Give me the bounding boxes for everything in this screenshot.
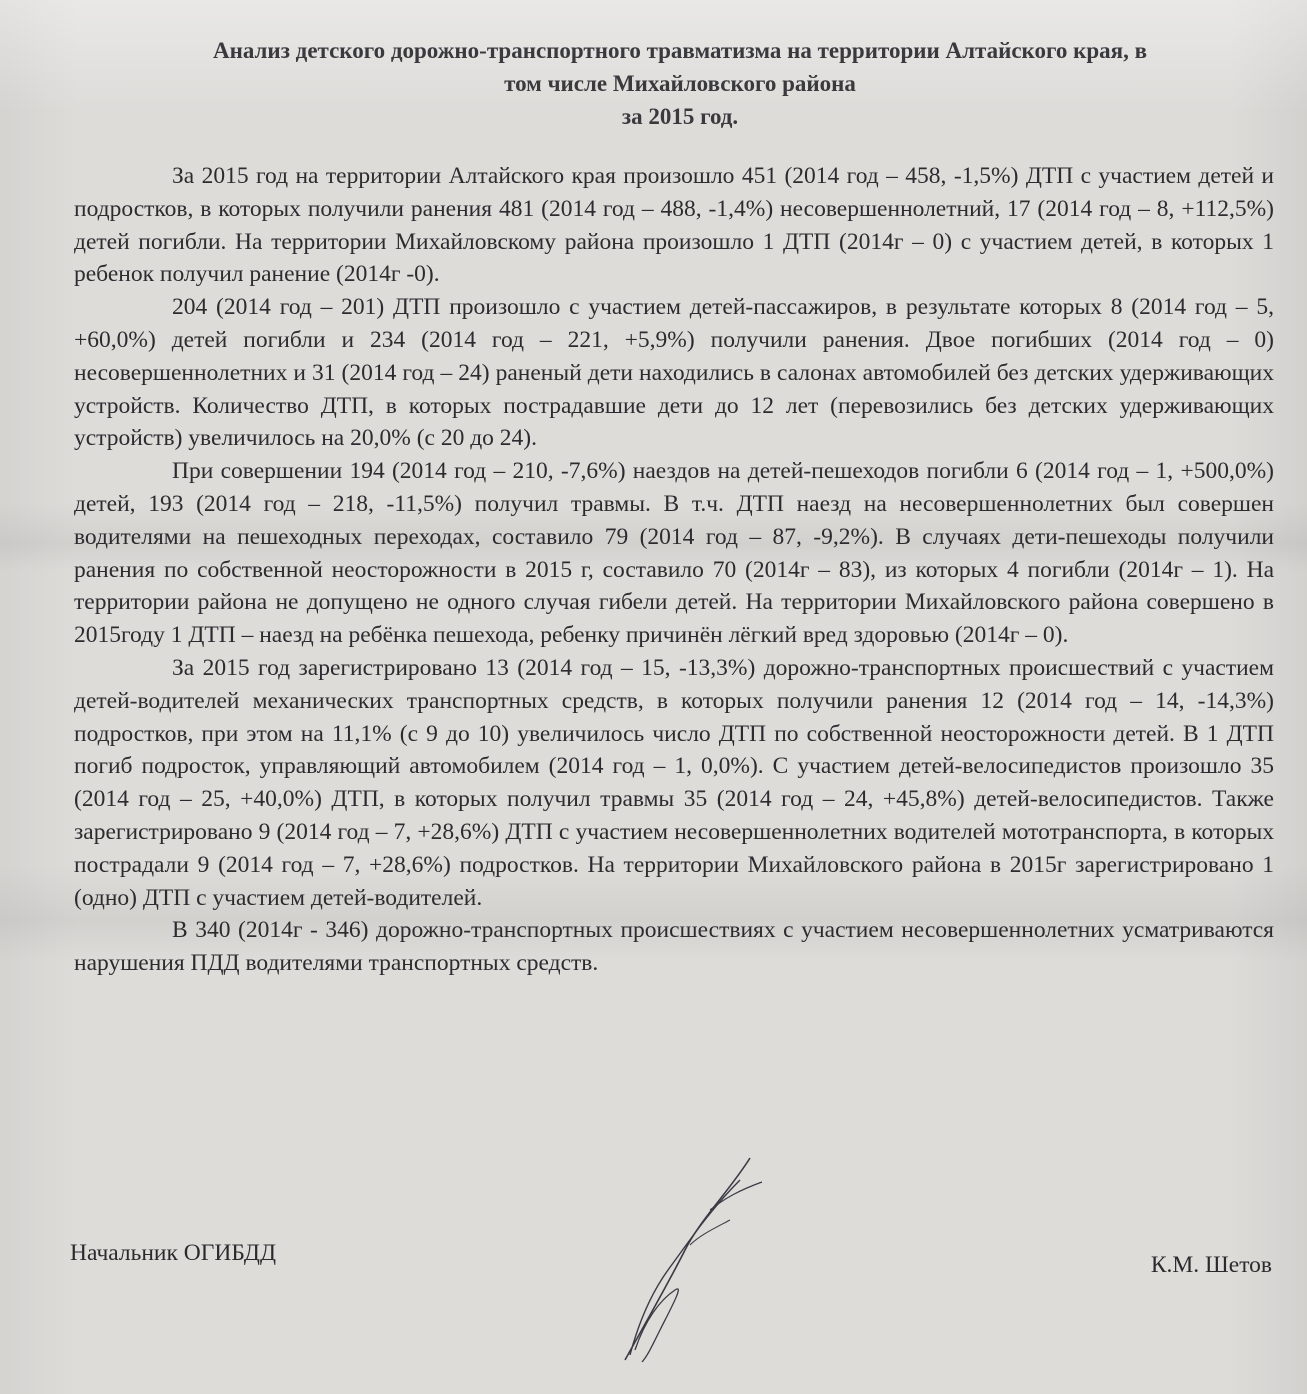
- title-line-2: том числе Михайловского района: [504, 71, 856, 96]
- title-line-1: Анализ детского дорожно-транспортного травматизма на территории Алтайского края, в: [212, 38, 1148, 63]
- signatory-role: Начальник ОГИБДД: [70, 1240, 276, 1266]
- paragraph-5: В 340 (2014г - 346) дорожно-транспортных происшествиях с участием несовершеннолетних усматриваются нарушения ПДД водителями транспортных средств.: [74, 917, 1274, 977]
- paragraph-2: 204 (2014 год – 201) ДТП произошло с участием детей-пассажиров, в результате которых 8 (2014 год – 5, +60,0%) детей погибли и 234 (2014 год – 221, +5,9%) получили ранения. Двое погибших (2014 год – 0) несовершеннолетних и 31 (2014 год – 24) раненый дети находились в салонах автомобилей без детских удерживающих устройств. Количество ДТП, в которых пострадавшие дети до 12 лет (перевозились без детских удерживающих устройств) увеличилось на 20,0% (с 20 до 24).: [74, 294, 1274, 452]
- paragraph-4: За 2015 год зарегистрировано 13 (2014 год – 15, -13,3%) дорожно-транспортных происшествий с участием детей-водителей механических транспортных средств, в которых получили ранения 12 (2014 год – 14, -14,3%) подростков, при этом на 11,1% (с 9 до 10) увеличилось число ДТП по собственной неосторожности детей. В 1 ДТП погиб подросток, управляющий автомобилем (2014 год – 1, 0,0%). С участием детей-велосипедистов произошло 35 (2014 год – 25, +40,0%) ДТП, в которых получил травмы 35 (2014 год – 24, +45,8%) детей-велосипедистов. Также зарегистрировано 9 (2014 год – 7, +28,6%) ДТП с участием несовершеннолетних водителей мототранспорта, в которых пострадали 9 (2014 год – 7, +28,6%) подростков. На территории Михайловского района в 2015г зарегистрировано 1 (одно) ДТП с участием детей-водителей.: [74, 654, 1274, 911]
- document-body: [74, 160, 1274, 980]
- paragraph-3: При совершении 194 (2014 год – 210, -7,6%) наездов на детей-пешеходов погибли 6 (2014 год – 1, +500,0%) детей, 193 (2014 год – 218, -11,5%) получил травмы. В т.ч. ДТП наезд на несовершеннолетних был совершен водителями на пешеходных переходах, составило 79 (2014 год – 87, -9,2%). В случаях дети-пешеходы получили ранения по собственной неосторожности в 2015 г, составило 70 (2014г – 83), из которых 4 погибли (2014г – 1). На территории района не допущено не одного случая гибели детей. На территории Михайловского района совершено в 2015году 1 ДТП – наезд на ребёнка пешехода, ребенку причинён лёгкий вред здоровью (2014г – 0).: [74, 458, 1274, 649]
- title-line-3: за 2015 год.: [621, 104, 739, 129]
- paragraph-1: За 2015 год на территории Алтайского края произошло 451 (2014 год – 458, -1,5%) ДТП с участием детей и подростков, в которых получили ранения 481 (2014 год – 488, -1,4%) несовершеннолетний, 17 (2014 год – 8, +112,5%) детей погибли. На территории Михайловскому района произошло 1 ДТП (2014г – 0) с участием детей, в которых 1 ребенок получил ранение (2014г -0).: [74, 163, 1274, 288]
- document-title: [90, 34, 1270, 133]
- signature-block: [70, 1238, 1272, 1278]
- signatory-name: К.М. Шетов: [1150, 1252, 1272, 1278]
